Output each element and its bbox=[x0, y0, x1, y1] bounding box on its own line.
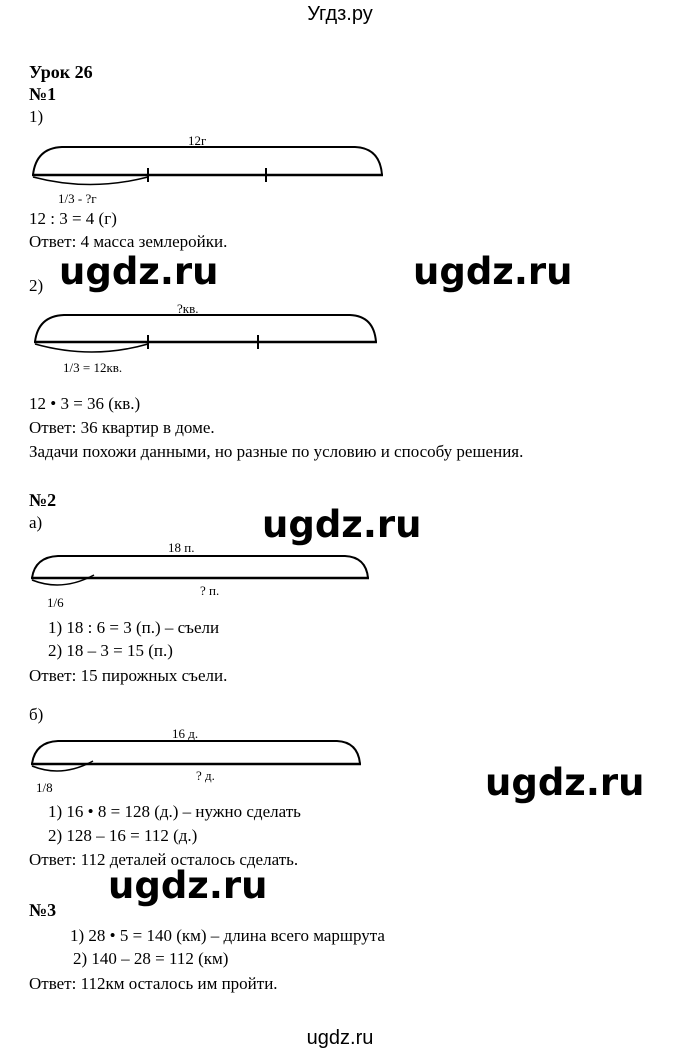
diagram-top-label: 18 п. bbox=[168, 540, 195, 555]
task1-part1-label: 1) bbox=[29, 107, 44, 126]
diagram-top-label: 12г bbox=[188, 133, 207, 148]
task3-step-1: 1) 28 • 5 = 140 (км) – длина всего маршрута bbox=[70, 926, 385, 945]
task1-part2-answer: Ответ: 36 квартир в доме. bbox=[29, 418, 215, 437]
task1-part2-calc: 12 • 3 = 36 (кв.) bbox=[29, 394, 141, 413]
task2-part-b-answer: Ответ: 112 деталей осталось сделать. bbox=[29, 850, 299, 869]
diagram-bottom-right-label: ? п. bbox=[200, 583, 220, 598]
task1-part1-calc: 12 : 3 = 4 (г) bbox=[29, 209, 117, 228]
task1-note: Задачи похожи данными, но разные по условию и способу решения. bbox=[29, 442, 524, 461]
watermark: ugdz.ru bbox=[59, 250, 219, 293]
diagram-top-label: ?кв. bbox=[177, 301, 199, 316]
task2-part-a-step-2: 2) 18 – 3 = 15 (п.) bbox=[48, 641, 173, 660]
task3-number: №3 bbox=[29, 900, 57, 920]
task1-number: №1 bbox=[29, 84, 57, 104]
diagram-bottom-right-label: ? д. bbox=[196, 768, 215, 783]
task2-part-a-answer: Ответ: 15 пирожных съели. bbox=[29, 666, 228, 685]
task2-part-b-label: б) bbox=[29, 705, 44, 724]
task2-part-a-label: а) bbox=[29, 513, 43, 532]
diagram-bottom-left-label: 1/6 bbox=[47, 595, 64, 610]
footer-site-name: ugdz.ru bbox=[306, 1027, 374, 1049]
diagram-bottom-label: 1/3 = 12кв. bbox=[63, 360, 123, 375]
diagram-bottom-left-label: 1/8 bbox=[36, 780, 53, 795]
task3-answer: Ответ: 112км осталось им пройти. bbox=[29, 974, 278, 993]
watermark: ugdz.ru bbox=[485, 761, 645, 804]
task3-step-2: 2) 140 – 28 = 112 (км) bbox=[73, 949, 229, 968]
task1-part2-label: 2) bbox=[29, 276, 44, 295]
task2-number: №2 bbox=[29, 490, 57, 510]
task2-part-a-step-1: 1) 18 : 6 = 3 (п.) – съели bbox=[48, 618, 220, 637]
task2-part-b-step-2: 2) 128 – 16 = 112 (д.) bbox=[48, 826, 198, 845]
watermark: ugdz.ru bbox=[108, 864, 268, 907]
watermark: ugdz.ru bbox=[262, 503, 422, 546]
site-title: Угдз.ру bbox=[307, 3, 373, 25]
diagram-bottom-label: 1/3 - ?г bbox=[58, 191, 97, 206]
task2-part-b-step-1: 1) 16 • 8 = 128 (д.) – нужно сделать bbox=[48, 802, 301, 821]
watermark: ugdz.ru bbox=[413, 250, 573, 293]
diagram-top-label: 16 д. bbox=[172, 726, 199, 741]
lesson-title: Урок 26 bbox=[29, 62, 93, 82]
task1-part1-answer: Ответ: 4 масса землеройки. bbox=[29, 232, 228, 251]
